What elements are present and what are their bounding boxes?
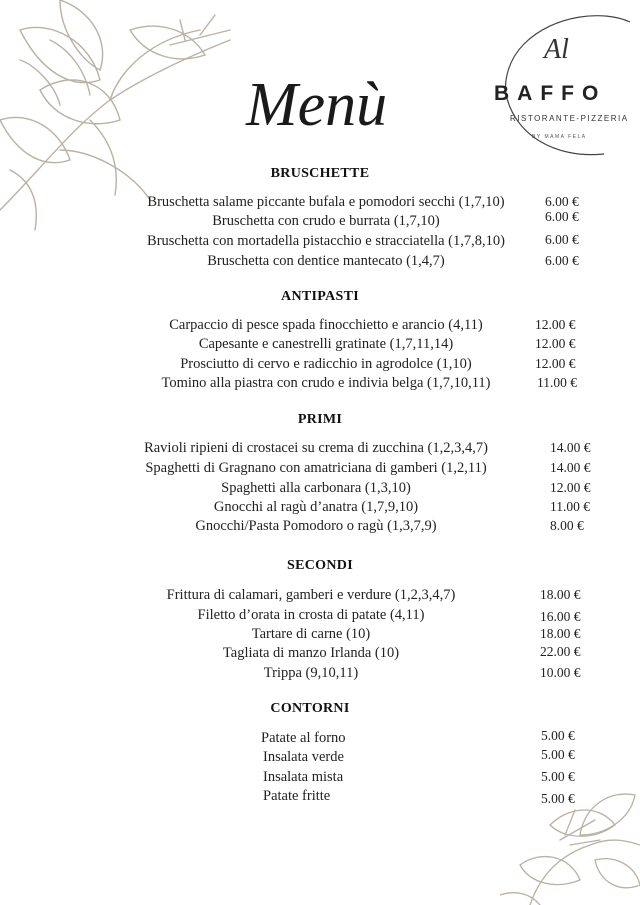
dish-name: Insalata mista (263, 769, 344, 785)
dish-price: 6.00 € (545, 194, 579, 209)
dish-price: 6.00 € (545, 232, 579, 247)
dish-price: 22.00 € (540, 644, 581, 659)
dish-name: Patate fritte (263, 788, 331, 804)
dish-name: Frittura di calamari, gamberi e verdure (1,2,3,4,7) (166, 587, 456, 603)
dish-name: Tartare di carne (10) (251, 626, 371, 642)
dish-price: 6.00 € (545, 253, 579, 268)
dish-name: Insalata verde (263, 749, 344, 765)
logo-subtitle: RISTORANTE-PIZZERIA (510, 114, 629, 123)
dish-name: Bruschetta salame piccante bufala e pomodori secchi (1,7,10) (147, 194, 505, 210)
dish-price: 5.00 € (541, 728, 575, 743)
dish-price: 11.00 € (537, 375, 577, 390)
dish-name: Bruschetta con dentice mantecato (1,4,7) (207, 253, 445, 269)
dish-name: Gnocchi al ragù d’anatra (1,7,9,10) (213, 499, 419, 515)
dish-name: Filetto d’orata in crosta di patate (4,11) (197, 607, 425, 623)
section-title-secondi: SECONDI (287, 558, 353, 573)
dish-name: Gnocchi/Pasta Pomodoro o ragù (1,3,7,9) (195, 518, 437, 534)
dish-price: 18.00 € (540, 626, 581, 641)
dish-price: 6.00 € (545, 209, 579, 224)
section-title-bruschette: BRUSCHETTE (270, 166, 370, 181)
dish-price: 5.00 € (541, 747, 575, 762)
dish-name: Ravioli ripieni di crostacei su crema di zucchina (1,2,3,4,7) (144, 440, 488, 456)
dish-price: 12.00 € (550, 480, 591, 495)
dish-price: 16.00 € (540, 609, 581, 624)
section-title-antipasti: ANTIPASTI (281, 289, 359, 304)
dish-name: Trippa (9,10,11) (263, 665, 359, 681)
dish-name: Prosciutto di cervo e radicchio in agrodolce (1,10) (180, 356, 472, 372)
restaurant-logo (494, 14, 634, 156)
dish-price: 18.00 € (540, 587, 581, 602)
dish-price: 11.00 € (550, 499, 590, 514)
dish-price: 5.00 € (541, 769, 575, 784)
dish-price: 12.00 € (535, 336, 576, 351)
dish-name: Spaghetti alla carbonara (1,3,10) (221, 480, 411, 496)
dish-price: 12.00 € (535, 317, 576, 332)
dish-name: Spaghetti di Gragnano con amatriciana di gamberi (1,2,11) (145, 460, 487, 476)
dish-price: 10.00 € (540, 665, 581, 680)
dish-name: Tagliata di manzo Irlanda (10) (222, 645, 400, 661)
logo-script: Al (544, 34, 569, 65)
section-title-contorni: CONTORNI (270, 701, 350, 716)
dish-name: Bruschetta con mortadella pistacchio e stracciatella (1,7,8,10) (147, 233, 505, 249)
dish-price: 14.00 € (550, 460, 591, 475)
dish-price: 8.00 € (550, 518, 584, 533)
dish-price: 12.00 € (535, 356, 576, 371)
dish-price: 5.00 € (541, 791, 575, 806)
dish-name: Carpaccio di pesce spada finocchietto e arancio (4,11) (169, 317, 483, 333)
dish-name: Tomino alla piastra con crudo e indivia belga (1,7,10,11) (161, 375, 491, 391)
dish-price: 14.00 € (550, 440, 591, 455)
lily-flower-icon (500, 765, 640, 905)
page-title: Menù (246, 71, 388, 139)
logo-byline: BY MAMA FELA (532, 134, 587, 140)
dish-name: Patate al forno (261, 730, 346, 746)
dish-name: Capesante e canestrelli gratinate (1,7,11,14) (198, 336, 454, 352)
dish-name: Bruschetta con crudo e burrata (1,7,10) (212, 213, 440, 229)
section-title-primi: PRIMI (297, 412, 343, 427)
logo-name: BAFFO (494, 82, 607, 105)
